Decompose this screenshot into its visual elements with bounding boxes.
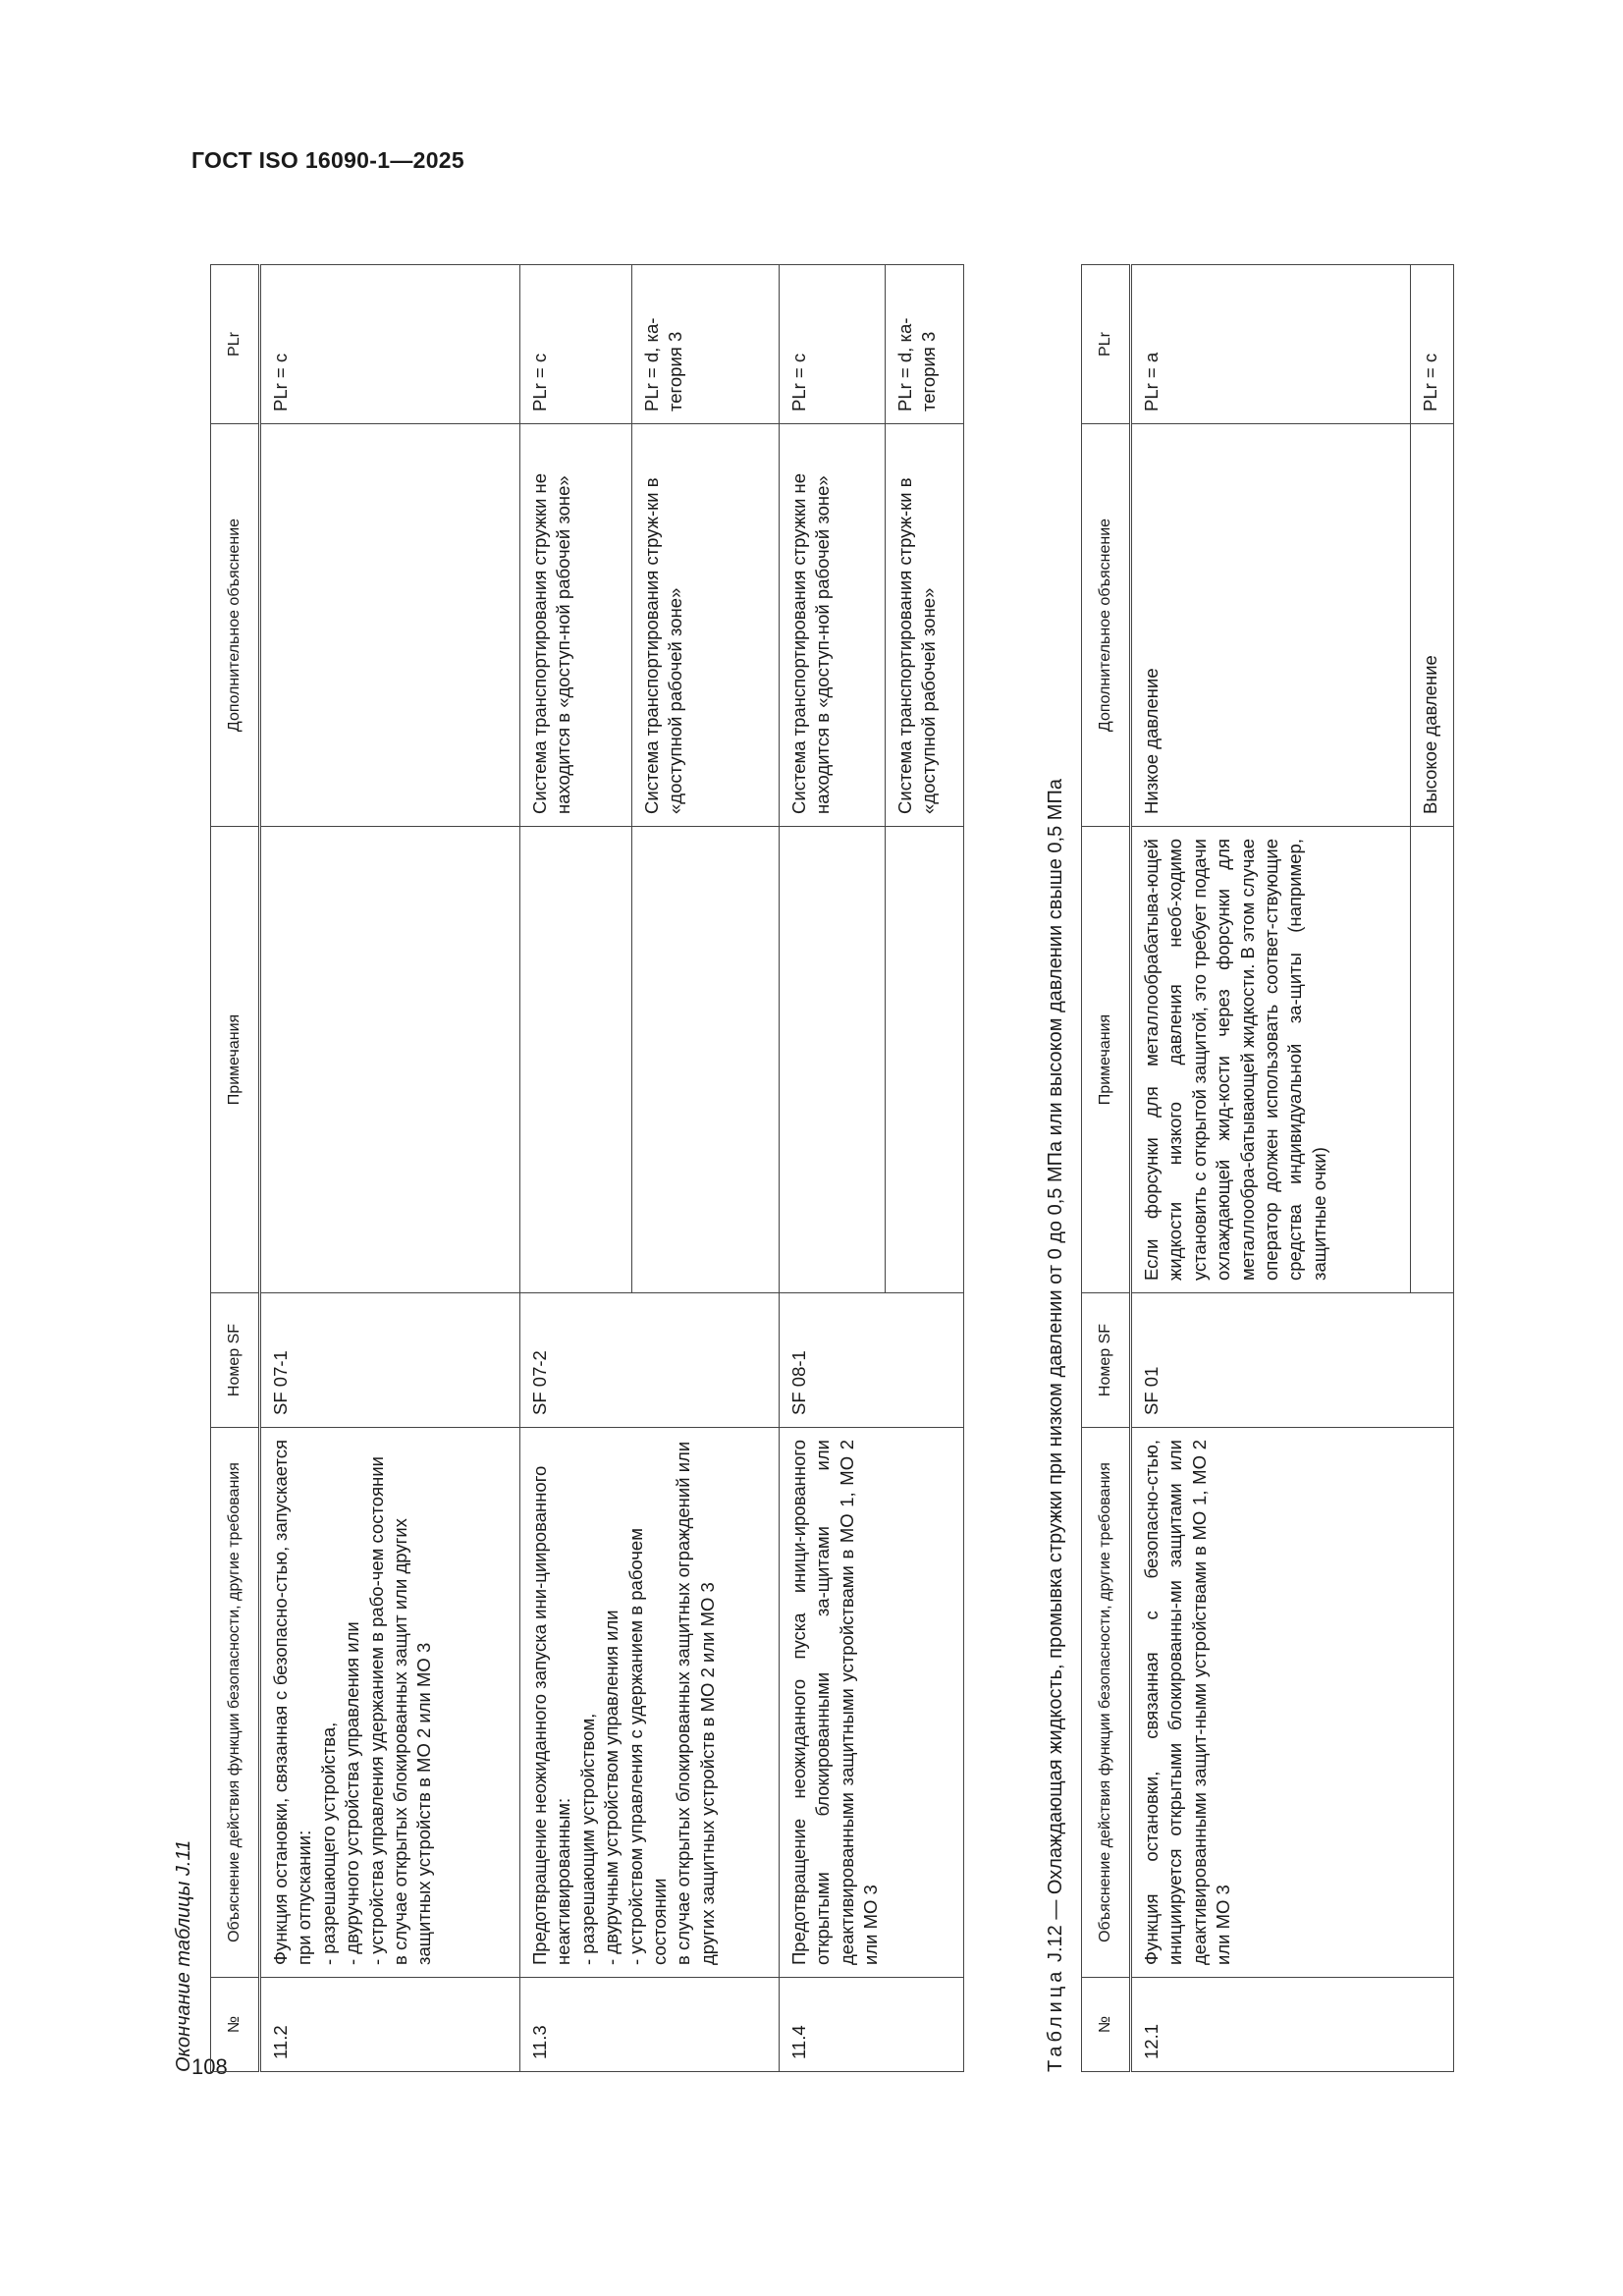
table-row (780, 265, 886, 2072)
continuation-caption: Окончание таблицы J.11 (173, 1839, 194, 2072)
table-row (1131, 265, 1411, 2072)
table-j12-header (1082, 265, 1131, 2072)
row-notes (886, 827, 964, 1293)
explanation-line: - разрешающим устройством, (576, 1713, 598, 1965)
col-additional-header: Дополнительное объяснение (211, 424, 260, 827)
row-additional: Система транспортирования струж-ки в «доступной рабочей зоне» (632, 424, 780, 827)
table-j11-header (211, 265, 260, 2072)
row-additional: Высокое давление (1411, 424, 1454, 827)
rotated-content (173, 255, 1528, 2072)
row-explanation (520, 1428, 780, 1978)
table-j11 (210, 264, 964, 2072)
row-plr: PLr = c (1411, 265, 1454, 424)
row-sf-number: SF 07-1 (260, 1293, 520, 1428)
explanation-line: - двуручным устройством управления или (601, 1610, 622, 1965)
col-num-header: № (1082, 1978, 1131, 2072)
explanation-line: - двуручного устройства управления или (342, 1621, 363, 1965)
row-plr: PLr = c (520, 265, 632, 424)
col-sf-header: Номер SF (211, 1293, 260, 1428)
col-sf-header: Номер SF (1082, 1293, 1131, 1428)
table-row (520, 265, 632, 2072)
explanation-line: Функция остановки, связанная с безопасно-стью, запускается при отпускании: (270, 1440, 315, 1965)
row-plr: PLr = d, ка-тегория 3 (886, 265, 964, 424)
row-plr: PLr = a (1131, 265, 1411, 424)
explanation-line: Предотвращение неожиданного запуска ини-циированного неактивированным: (529, 1465, 574, 1965)
row-notes (520, 827, 632, 1293)
row-notes (632, 827, 780, 1293)
row-number: 11.3 (520, 1978, 780, 2072)
explanation-line: - разрешающего устройства, (317, 1722, 339, 1965)
row-notes (260, 827, 520, 1293)
explanation-line: в случае открытых блокированных защитных ограждений или других защитных устройств в MO 2 или MO 3 (673, 1441, 718, 1965)
row-sf-number: SF 07-2 (520, 1293, 780, 1428)
row-notes: Если форсунки для металлообрабатыва-ющей жидкости низкого давления необ-ходимо установить с открытой защитой, это требует подачи охлаждающей жид-кости через форсунки для металлообра-батывающей жидкости. В этом случае оператор должен использовать соответ-ствующие средства индивидуальной за-щиты (например, защитные очки) (1131, 827, 1411, 1293)
row-additional: Система транспортирования стружки не находится в «доступ-ной рабочей зоне» (520, 424, 632, 827)
row-number: 11.4 (780, 1978, 964, 2072)
col-plr-header: PLr (1082, 265, 1131, 424)
table-j12-caption (1045, 779, 1067, 2072)
row-plr: PLr = c (260, 265, 520, 424)
row-sf-number: SF 01 (1131, 1293, 1454, 1428)
document-header: ГОСТ ISO 16090-1—2025 (191, 147, 464, 173)
row-number: 11.2 (260, 1978, 520, 2072)
explanation-line: - устройством управления с удержанием в рабочем состоянии (624, 1528, 671, 1965)
row-additional: Система транспортирования стружки не находится в «доступ-ной рабочей зоне» (780, 424, 886, 827)
table-j12-caption-text: J.12 — Охлаждающая жидкость, промывка стружки при низком давлении от 0 до 0,5 МПа или высоком давлении свыше 0,5 МПа (1045, 779, 1066, 1968)
row-number: 12.1 (1131, 1978, 1454, 2072)
row-notes (1411, 827, 1454, 1293)
col-explanation-header: Объяснение действия функции безопасности, другие требования (1082, 1428, 1131, 1978)
col-notes-header: Примечания (211, 827, 260, 1293)
row-additional: Система транспортирования струж-ки в «доступной рабочей зоне» (886, 424, 964, 827)
row-additional: Низкое давление (1131, 424, 1411, 827)
col-additional-header: Дополнительное объяснение (1082, 424, 1131, 827)
explanation-line: Предотвращение неожиданного пуска иници-ированного открытыми блокированными за-щитами или деактивированными защитными устройствами в MO 1, MO 2 или MO 3 (788, 1440, 882, 1965)
table-j12-caption-prefix: Таблица (1045, 1967, 1066, 2072)
explanation-line: - устройства управления удержанием в рабо-чем состоянии (365, 1456, 387, 1965)
col-notes-header: Примечания (1082, 827, 1131, 1293)
col-num-header: № (211, 1978, 260, 2072)
table-j12 (1081, 264, 1454, 2072)
col-plr-header: PLr (211, 265, 260, 424)
row-additional (260, 424, 520, 827)
col-explanation-header: Объяснение действия функции безопасности, другие требования (211, 1428, 260, 1978)
row-notes (780, 827, 886, 1293)
row-sf-number: SF 08-1 (780, 1293, 964, 1428)
row-explanation (780, 1428, 964, 1978)
row-explanation (260, 1428, 520, 1978)
page-number: 108 (191, 2054, 228, 2079)
table-row (260, 265, 520, 2072)
explanation-line: в случае открытых блокированных защит или других защитных устройств в MO 2 или MO 3 (390, 1518, 435, 1965)
row-explanation: Функция остановки, связанная с безопасно-стью, инициируется открытыми блокированны-ми защитами или деактивированными защит-ными устройствами в MO 1, MO 2 или MO 3 (1131, 1428, 1454, 1978)
row-plr: PLr = c (780, 265, 886, 424)
row-plr: PLr = d, ка-тегория 3 (632, 265, 780, 424)
